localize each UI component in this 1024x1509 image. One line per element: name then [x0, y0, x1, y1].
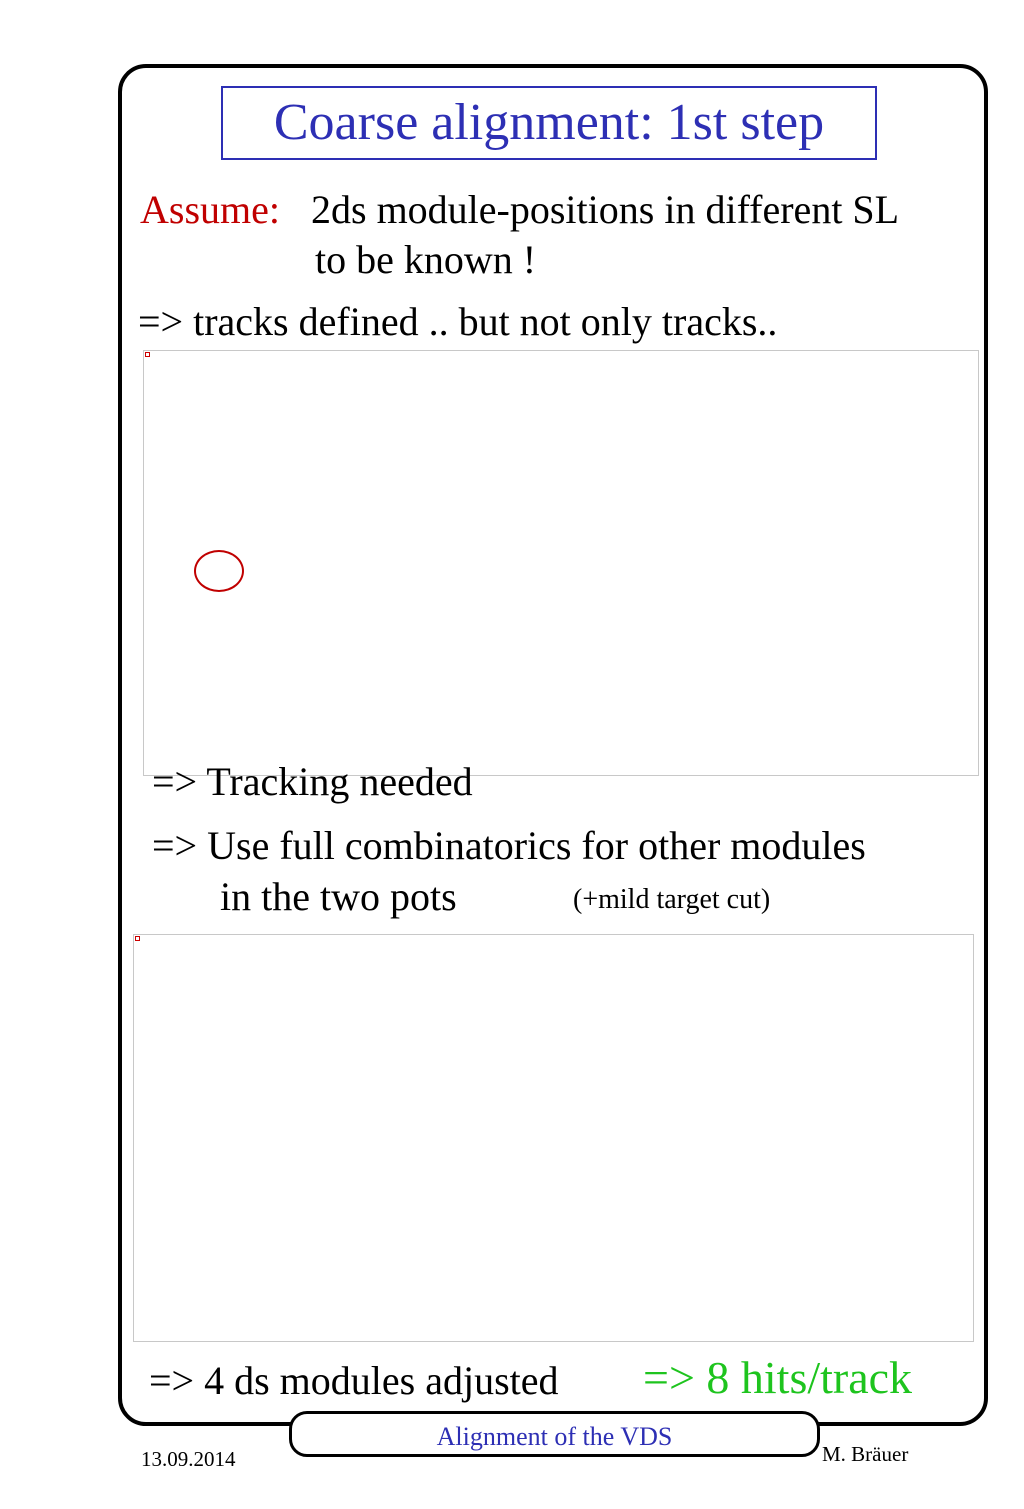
assume-text-line2: to be known !: [315, 237, 537, 282]
combinatorics-line1: => Use full combinatorics for other modules: [152, 823, 866, 868]
footer-title: Alignment of the VDS: [436, 1422, 673, 1451]
plot-corner-icon: [135, 936, 140, 941]
plot-area-combinatorics: [133, 934, 974, 1342]
combinatorics-line2: in the two pots: [220, 874, 457, 919]
slide-title: Coarse alignment: 1st step: [273, 94, 825, 151]
highlight-circle: [194, 550, 244, 592]
tracks-defined-line: => tracks defined .. but not only tracks..: [138, 299, 778, 344]
footer-author: M. Bräuer: [822, 1442, 909, 1466]
plot-corner-icon: [145, 352, 150, 357]
plot-area-tracks: [143, 350, 979, 776]
assume-text-line1: 2ds module-positions in different SL: [311, 187, 900, 232]
hits-per-track-line: => 8 hits/track: [643, 1352, 913, 1403]
tracking-needed-line: => Tracking needed: [152, 759, 473, 804]
target-cut-note: (+mild target cut): [573, 884, 771, 915]
footer-date: 13.09.2014: [141, 1447, 236, 1471]
assume-label: Assume:: [140, 187, 280, 232]
modules-adjusted-line: => 4 ds modules adjusted: [149, 1358, 559, 1403]
title-box: [221, 86, 877, 160]
